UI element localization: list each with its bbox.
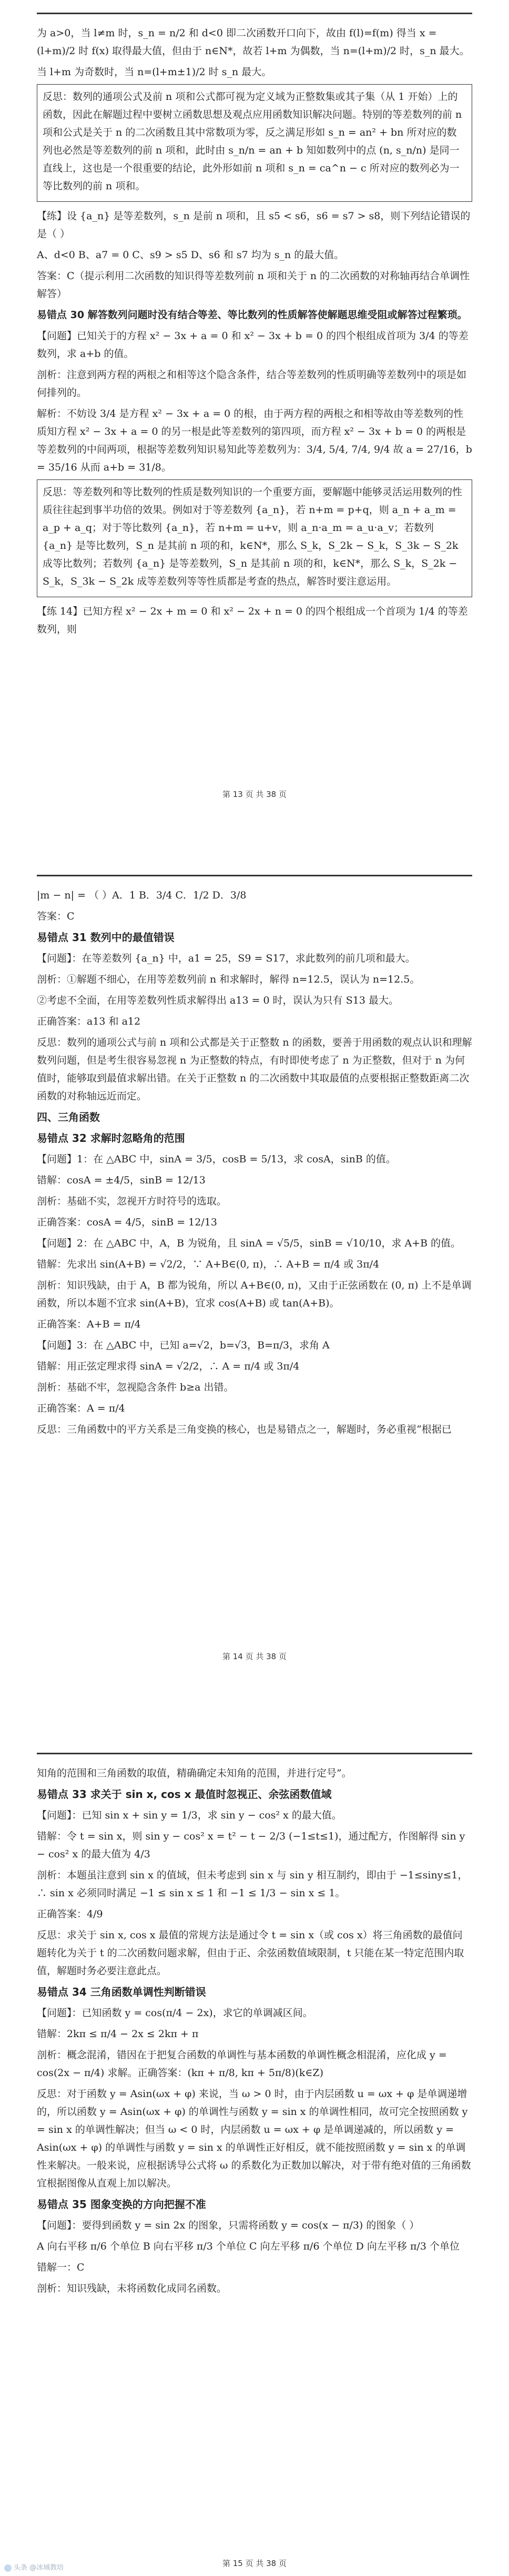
page-body bbox=[37, 1764, 472, 2301]
section-heading: 四、三角函数 bbox=[37, 1111, 100, 1123]
analysis: 剖析：基础不牢，忽视隐含条件 b≥a 出错。 bbox=[37, 1382, 234, 1393]
wrong-solution: 错解一：C bbox=[37, 2262, 85, 2273]
page-number: 第 13 页 共 38 页 bbox=[222, 790, 287, 799]
error-point-title: 易错点 34 三角函数单调性判断错误 bbox=[37, 1986, 206, 1998]
correct-answer: 正确答案：cosA = 4/5，sinB = 12/13 bbox=[37, 1217, 217, 1228]
analysis: 剖析：注意到两方程的两根之和相等这个隐含条件，结合等差数列的性质明确等差数列中的项是如何排列的。 bbox=[37, 369, 467, 398]
text-paragraph: |m − n| = （ ）A．1 B．3/4 C．1/2 D．3/8 bbox=[37, 890, 247, 901]
error-point-title: 易错点 30 解答数列问题时没有结合等差、等比数列的性质解答使解题思维受阻或解答过程繁琐。 bbox=[37, 309, 467, 321]
question: 【问题】1：在 △ABC 中，sinA = 3/5，cosB = 5/13，求 cosA，sinB 的值。 bbox=[37, 1153, 396, 1165]
question: 【问题】：已知函数 y = cos(π/4 − 2x)，求它的单调减区间。 bbox=[37, 2007, 313, 2019]
page-body bbox=[37, 24, 472, 641]
error-point-title: 易错点 32 求解时忽略角的范围 bbox=[37, 1132, 185, 1144]
analysis: ②考虑不全面，在用等差数列性质求解得出 a13 = 0 时，误认为只有 S13 最大。 bbox=[37, 995, 399, 1006]
reflection-text: 反思：三角函数中的平方关系是三角变换的核心，也是易错点之一，解题时，务必重视“根据已 bbox=[37, 1424, 452, 1435]
question: 【问题】3：在 △ABC 中，已知 a=√2，b=√3，B=π/3，求角 A bbox=[37, 1340, 330, 1351]
analysis: 剖析：知识残缺，未将函数化成同名函数。 bbox=[37, 2283, 227, 2294]
reflection-box bbox=[37, 479, 472, 597]
watermark bbox=[4, 2562, 64, 2572]
text-paragraph: 当 l+m 为奇数时，当 n=(l+m±1)/2 时 s_n 最大。 bbox=[37, 66, 272, 78]
page-top-rule bbox=[37, 1753, 472, 1754]
error-point-title: 易错点 33 求关于 sin x, cos x 最值时忽视正、余弦函数值域 bbox=[37, 1788, 332, 1801]
wrong-solution: 错解：用正弦定理求得 sinA = √2/2，∴ A = π/4 或 3π/4 bbox=[37, 1361, 300, 1372]
page-13 bbox=[0, 0, 509, 810]
analysis: 剖析：概念混淆，错因在于把复合函数的单调性与基本函数的单调性概念相混淆，应化成 y = cos(2x − π/4) 求解。正确答案：(kπ + π/8, kπ + 5π/8)(k∈Z) bbox=[37, 2049, 447, 2079]
correct-answer: 正确答案：A = π/4 bbox=[37, 1403, 125, 1414]
reflection-text: 反思：数列的通项公式及前 n 项和公式都可视为定义域为正整数集或其子集（从 1 开始）上的函数，因此在解题过程中要树立函数思想及观点应用函数知识解决问题。特别的等差数列的前 n 项和公式是关于 n 的二次函数且其中常数项为零，反之满足形如 s_n = an² + bn 所对应的数列也必然是等差数列的前 n 项和，此时由 s_n/n = an + b 知如数列中的点 (n, s_n/n) 是同一直线上，这也是一个很重要的结论，此外形如前 n 项和 s_n = ca^n − c 所对应的数列必为一等比数列的前 n 项和。 bbox=[43, 91, 462, 192]
analysis: 剖析：基础不实，忽视开方时符号的选取。 bbox=[37, 1195, 227, 1207]
reflection-box bbox=[37, 84, 472, 202]
reflection-text: 反思：数列的通项公式与前 n 项和公式都是关于正整数 n 的函数，要善于用函数的观点认识和理解数列问题，但是考生很容易忽视 n 为正整数的特点，有时即使考虑了 n 为正整数，但对于 n 为何值时，能够取到最值求解出错。在关于正整数 n 的二次函数中其取最值的点要根据正整数距离二次函数的对称轴远近而定。 bbox=[37, 1037, 472, 1102]
options: A 向右平移 π/6 个单位 B 向右平移 π/3 个单位 C 向左平移 π/6 个单位 D 向左平移 π/3 个单位 bbox=[37, 2241, 460, 2252]
question: 【问题】：已知 sin x + sin y = 1/3，求 sin y − cos² x 的最大值。 bbox=[37, 1810, 342, 1821]
wrong-solution: 错解：2kπ ≤ π/4 − 2x ≤ 2kπ + π bbox=[37, 2028, 199, 2040]
wrong-solution: 错解：先求出 sin(A+B) = √2/2，∵ A+B∈(0, π)，∴ A+B = π/4 或 3π/4 bbox=[37, 1259, 380, 1270]
error-point-title: 易错点 35 图象变换的方向把握不准 bbox=[37, 2198, 206, 2211]
page-body bbox=[37, 886, 472, 1442]
question: 【问题】已知关于的方程 x² − 3x + a = 0 和 x² − 3x + b = 0 的四个根组成首项为 3/4 的等差数列，求 a+b 的值。 bbox=[37, 330, 469, 360]
page-number: 第 14 页 共 38 页 bbox=[222, 1652, 287, 1661]
page-14 bbox=[0, 862, 509, 1672]
answer: 答案：C bbox=[37, 911, 75, 922]
analysis: 剖析：本题虽注意到 sin x 的值域，但未考虑到 sin x 与 sin y 相互制约，即由于 −1≤siny≤1，∴ sin x 必须同时满足 −1 ≤ sin x ≤ 1 和 −1 ≤ 1/3 − sin x ≤ 1。 bbox=[37, 1869, 468, 1899]
correct-answer: 正确答案：a13 和 a12 bbox=[37, 1016, 141, 1027]
question: 【问题】：要得到函数 y = sin 2x 的图象，只需将函数 y = cos(x − π/3) 的图象（ ） bbox=[37, 2220, 420, 2231]
wrong-solution: 错解：cosA = ±4/5，sinB = 12/13 bbox=[37, 1174, 206, 1186]
page-top-rule bbox=[37, 875, 472, 876]
watermark-logo-icon bbox=[4, 2564, 12, 2572]
practice-question: 【练】设 {a_n} 是等差数列，s_n 是前 n 项和，且 s5 < s6，s6 = s7 > s8，则下列结论错误的是（ ） bbox=[37, 210, 471, 240]
correct-answer: 正确答案：4/9 bbox=[37, 1908, 103, 1920]
analysis: 剖析：①解题不细心，在用等差数列前 n 和求解时，解得 n=12.5，误认为 n=12.5。 bbox=[37, 974, 420, 985]
practice-options: A、d<0 B、a7 = 0 C、s9 > s5 D、s6 和 s7 均为 s_n 的最大值。 bbox=[37, 249, 344, 261]
practice-question: 【练 14】已知方程 x² − 2x + m = 0 和 x² − 2x + n = 0 的四个根组成一个首项为 1/4 的等差数列，则 bbox=[37, 606, 468, 635]
question: 【问题】2：在 △ABC 中，A，B 为锐角，且 sinA = √5/5，sinB = √10/10，求 A+B 的值。 bbox=[37, 1238, 461, 1249]
reflection-text: 反思：等差数列和等比数列的性质是数列知识的一个重要方面，要解题中能够灵活运用数列的性质往往起到事半功倍的效果。例如对于等差数列 {a_n}，若 n+m = p+q，则 a_n + a_m = a_p + a_q；对于等比数列 {a_n}，若 n+m = u+v，则 a_n·a_m = a_u·a_v；若数列 {a_n} 是等比数列，S_n 是其前 n 项的和，k∈N*，那么 S_k，S_2k − S_k，S_3k − S_2k 成等比数列；若数列 {a_n} 是等差数列，S_n 是其前 n 项的和，k∈N*，那么 S_k，S_2k − S_k，S_3k − S_2k 成等差数列等等性质都是考查的热点，解答时要注意运用。 bbox=[43, 486, 463, 587]
text-paragraph: 为 a>0，当 l≠m 时，s_n = n/2 和 d<0 即二次函数开口向下，故由 f(l)=f(m) 得当 x = (l+m)/2 时 f(x) 取得最大值，但由于 n∈N*，故若 l+m 为偶数，当 n=(l+m)/2 时，s_n 最大。 bbox=[37, 27, 470, 57]
analysis: 剖析：知识残缺，由于 A，B 都为锐角，所以 A+B∈(0, π)，又由于正弦函数在 (0, π) 上不是单调函数，所以本题不宜求 sin(A+B)，宜求 cos(A+B) 或 tan(A+B)。 bbox=[37, 1280, 472, 1309]
page-number: 第 15 页 共 38 页 bbox=[222, 2559, 287, 2568]
page-top-rule bbox=[37, 13, 472, 14]
reflection-text: 反思：求关于 sin x, cos x 最值的常规方法是通过令 t = sin x（或 cos x）将三角函数的最值问题转化为关于 t 的二次函数问题求解，但由于正、余弦函数值域限制，t 只能在某一特定范围内取值，解题时务必要注意此点。 bbox=[37, 1929, 464, 1977]
watermark-text: 头条 @冰城教培 bbox=[14, 2564, 64, 2572]
wrong-solution: 错解：令 t = sin x，则 sin y − cos² x = t² − t − 2/3 (−1≤t≤1)，通过配方，作图解得 sin y − cos² x 的最大值为 4/3 bbox=[37, 1831, 465, 1860]
practice-answer: 答案：C（提示利用二次函数的知识得等差数列前 n 项和关于 n 的二次函数的对称轴再结合单调性解答） bbox=[37, 270, 470, 300]
question: 【问题】：在等差数列 {a_n} 中，a1 = 25，S9 = S17，求此数列的前几项和最大。 bbox=[37, 953, 415, 964]
solution: 解析：不妨设 3/4 是方程 x² − 3x + a = 0 的根，由于两方程的两根之和相等故由等差数列的性质知方程 x² − 3x + a = 0 的另一根是此等差数列的第四项，而方程 x² − 3x + b = 0 的两根是等差数列的中间两项，根据等差数列知识易知此等差数列为：3/4, 5/4, 7/4, 9/4 故 a = 27/16，b = 35/16 从而 a+b = 31/8。 bbox=[37, 408, 472, 473]
correct-answer: 正确答案：A+B = π/4 bbox=[37, 1318, 141, 1330]
error-point-title: 易错点 31 数列中的最值错误 bbox=[37, 931, 175, 944]
page-15 bbox=[0, 1740, 509, 2576]
text-paragraph: 知角的范围和三角函数的取值，精确确定未知角的范围，并进行定号”。 bbox=[37, 1767, 352, 1779]
reflection-text: 反思：对于函数 y = Asin(ωx + φ) 来说，当 ω > 0 时，由于内层函数 u = ωx + φ 是单调递增的，所以函数 y = Asin(ωx + φ) 的单调性与函数 y = sin x 的单调性相同，故可完全按照函数 y = sin x 的单调性解决；但当 ω < 0 时，内层函数 u = ωx + φ 是单调递减的，所以函数 y = Asin(ωx + φ) 的单调性与函数 y = sin x 的单调性正好相反，就不能按照函数 y = sin x 的单调性来解决。一般来说，应根据诱导公式将 ω 的系数化为正数加以解决，对于带有绝对值的三角函数宜根据图像从直观上加以解决。 bbox=[37, 2088, 471, 2189]
